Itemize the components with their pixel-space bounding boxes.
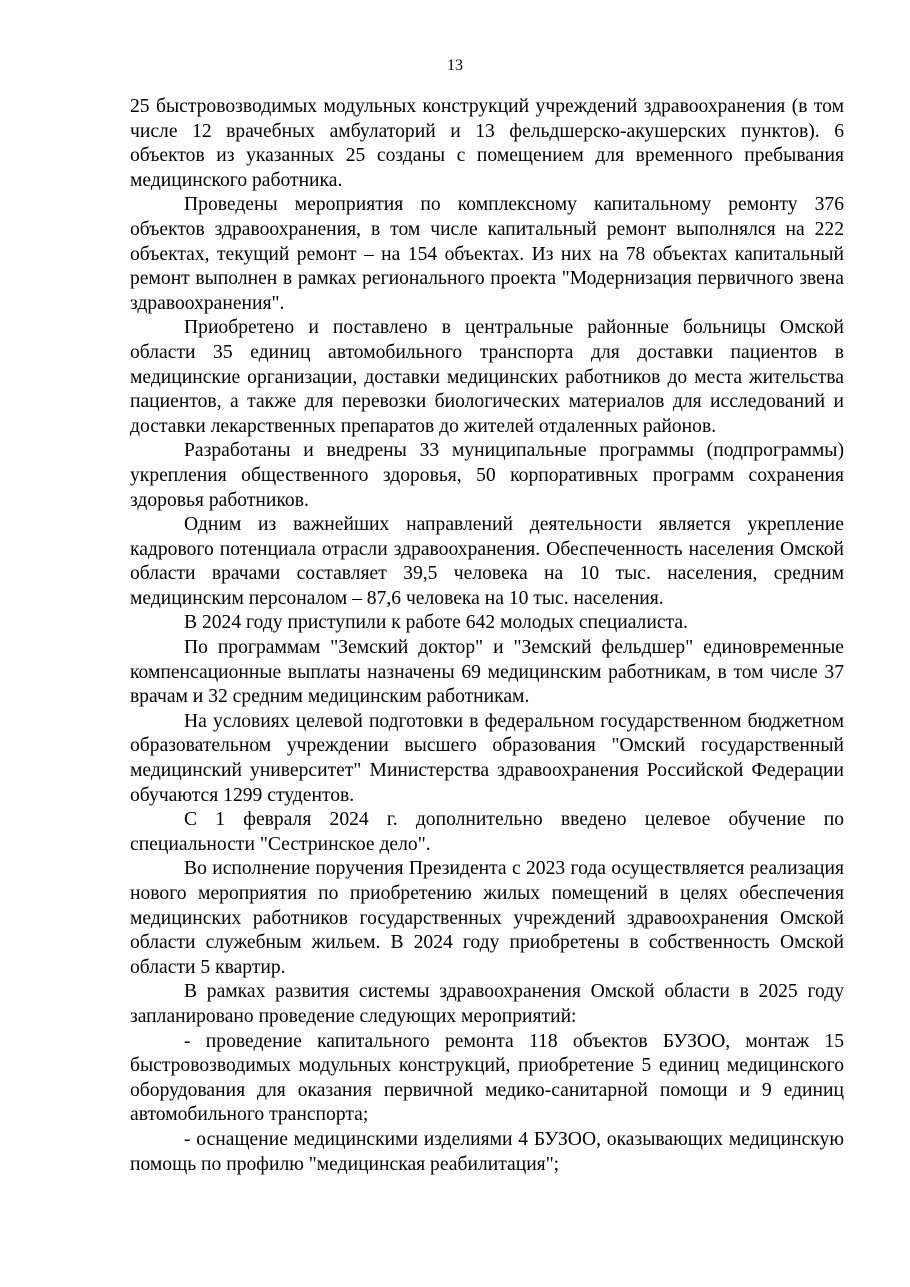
paragraph: По программам "Земский доктор" и "Земский фельдшер" единовременные компенсационные выплаты назначены 69 медицинским работникам, в том числе 37 врачам и 32 средним медицинским работникам. bbox=[130, 637, 844, 708]
paragraph: С 1 февраля 2024 г. дополнительно введено целевое обучение по специальности "Сестринское дело". bbox=[130, 809, 844, 855]
paragraph: В рамках развития системы здравоохранения Омской области в 2025 году запланировано проведение следующих мероприятий: bbox=[130, 981, 844, 1027]
paragraph: Проведены мероприятия по комплексному капитальному ремонту 376 объектов здравоохранения, в том числе капитальный ремонт выполнялся на 222 объектах, текущий ремонт – на 154 объектах. Из них на 78 объектах капитальный ремонт выполнен в рамках регионального проекта "Модернизация первичного звена здравоохранения". bbox=[130, 194, 844, 314]
paragraph: Одним из важнейших направлений деятельности является укрепление кадрового потенциала отрасли здравоохранения. Обеспеченность населения Омской области врачами составляет 39,5 человека на 10 тыс. населения, средним медицинским персоналом – 87,6 человека на 10 тыс. населения. bbox=[130, 514, 844, 609]
paragraph: В 2024 году приступили к работе 642 молодых специалиста. bbox=[184, 612, 688, 634]
document-body bbox=[130, 95, 844, 1177]
paragraph: Во исполнение поручения Президента с 2023 года осуществляется реализация нового мероприятия по приобретению жилых помещений в целях обеспечения медицинских работников государственных учреждений здравоохранения Омской области служебным жильем. В 2024 году приобретены в собственность Омской области 5 квартир. bbox=[130, 858, 844, 978]
page-number: 13 bbox=[447, 57, 463, 74]
paragraph: На условиях целевой подготовки в федеральном государственном бюджетном образовательном учреждении высшего образования "Омский государственный медицинский университет" Министерства здравоохранения Российской Федерации обучаются 1299 студентов. bbox=[130, 710, 844, 806]
paragraph: Разработаны и внедрены 33 муниципальные программы (подпрограммы) укрепления общественного здоровья, 50 корпоративных программ сохранения здоровья работников. bbox=[130, 440, 844, 511]
list-item: - проведение капитального ремонта 118 объектов БУЗОО, монтаж 15 быстровозводимых модульных конструкций, приобретение 5 единиц медицинского оборудования для оказания первичной медико-санитарной помощи и 9 единиц автомобильного транспорта; bbox=[130, 1030, 844, 1126]
paragraph: 25 быстровозводимых модульных конструкций учреждений здравоохранения (в том числе 12 врачебных амбулаторий и 13 фельдшерско-акушерских пунктов). 6 объектов из указанных 25 созданы с помещением для временного пребывания медицинского работника. bbox=[130, 96, 844, 191]
paragraph: Приобретено и поставлено в центральные районные больницы Омской области 35 единиц автомобильного транспорта для доставки пациентов в медицинские организации, доставки медицинских работников до места жительства пациентов, а также для перевозки биологических материалов для исследований и доставки лекарственных препаратов до жителей отдаленных районов. bbox=[130, 317, 844, 437]
list-item: - оснащение медицинскими изделиями 4 БУЗОО, оказывающих медицинскую помощь по профилю "медицинская реабилитация"; bbox=[130, 1128, 844, 1175]
